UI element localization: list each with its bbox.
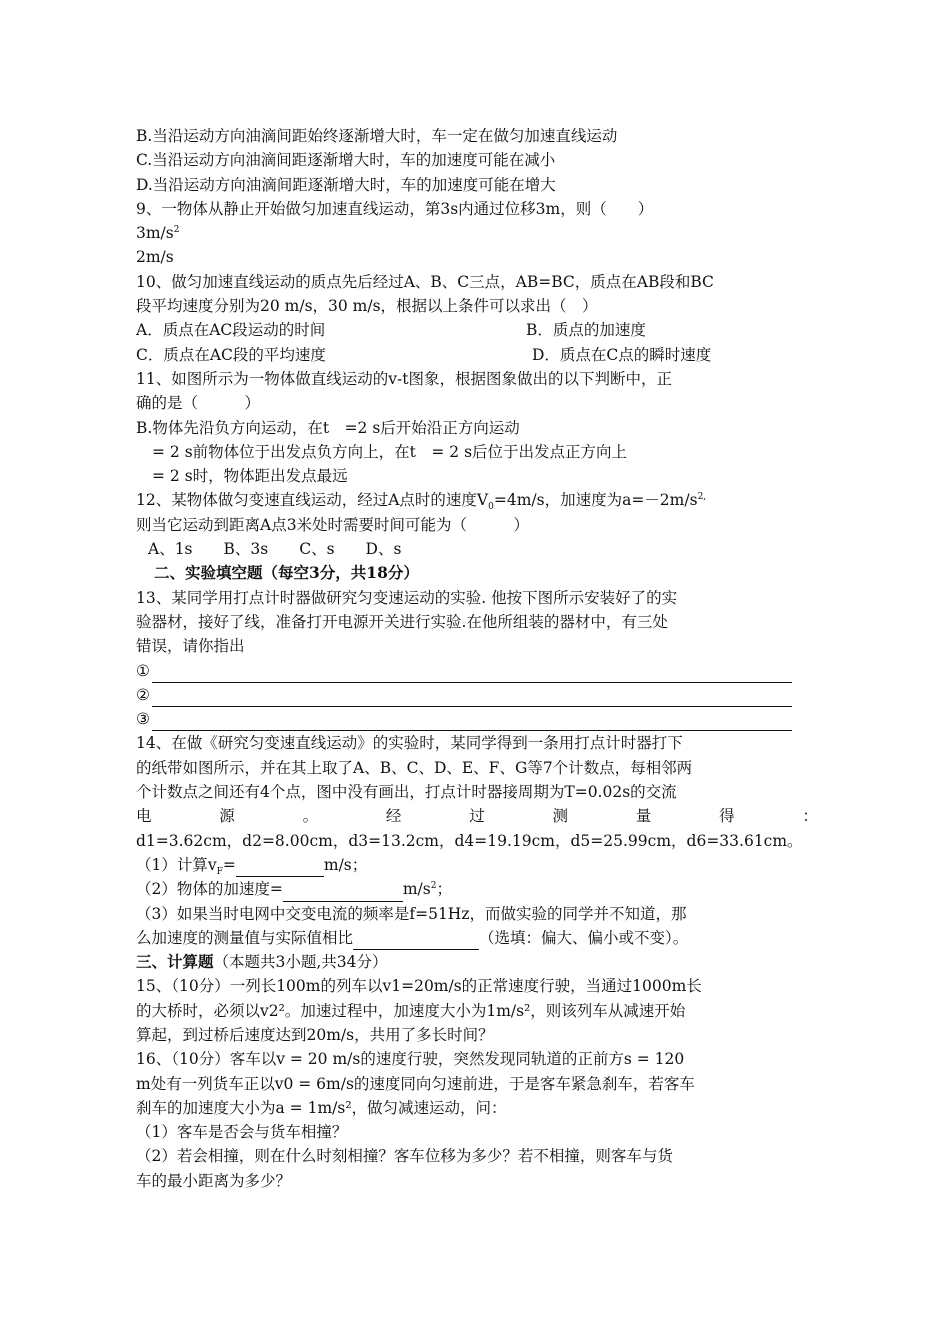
question-12-line-1: 12、某物体做匀变速直线运动，经过A点时的速度$V_0=4m/s$，加速度为$a=-2m/s^{2,}$ xyxy=(136,491,707,513)
question-14-line-3: 个计数点之间还有4个点，图中没有画出，打点计时器接周期为T=0.02s的交流 xyxy=(136,783,677,802)
question-10-line-1: 10、做匀加速直线运动的质点先后经过A、B、C三点，AB=BC，质点在AB段和BC xyxy=(136,272,714,291)
answer-blank-acceleration[interactable] xyxy=(283,885,403,902)
section-3-heading: 三、计算题（本题共3小题,共34分） xyxy=(136,952,388,972)
option-11b: B.物体先沿负方向运动，在t =2 s后开始沿正方向运动 xyxy=(136,418,520,437)
question-13-line-2: 验器材，接好了线，准备打开电源开关进行实验.在他所组装的器材中，有三处 xyxy=(136,612,668,631)
option-9-fragment-2: 2m/s xyxy=(136,248,174,267)
question-16-line-1: 16、（10分）客车以v = 20 m/s的速度行驶，突然发现同轨道的正前方s = 120 xyxy=(136,1050,685,1069)
option-8c: C.当沿运动方向油滴间距逐渐增大时，车的加速度可能在减小 xyxy=(136,151,556,170)
question-14-line-1: 14、在做《研究匀变速直线运动》的实验时，某同学得到一条用打点计时器打下 xyxy=(136,734,683,753)
answer-blank-2[interactable]: ② xyxy=(136,683,818,707)
question-11-line-1: 11、如图所示为一物体做直线运动的v-t图象，根据图象做出的以下判断中，正 xyxy=(136,369,672,388)
question-16-part-2-line-1: （2）若会相撞，则在什么时刻相撞？客车位移为多少？若不相撞，则客车与货 xyxy=(136,1147,673,1166)
option-10c: C．质点在AC段的平均速度 xyxy=(136,345,326,364)
question-14-part-3-line-2: 么加速度的测量值与实际值相比 （选填：偏大、偏小或不变）。 xyxy=(136,926,818,950)
answer-blank-1[interactable]: ① xyxy=(136,659,818,683)
section-2-heading: 二、实验填空题（每空3分，共18分） xyxy=(154,563,419,583)
answer-line xyxy=(152,666,792,683)
option-9-fragment-1: $3m/s^2$ xyxy=(136,224,180,243)
exam-page xyxy=(136,124,818,1193)
options-10-cd xyxy=(136,343,818,367)
answer-blank-3[interactable]: ③ xyxy=(136,707,818,731)
option-10d: D．质点在C点的瞬时速度 xyxy=(532,345,712,364)
measurement-values: d1=3.62cm，d2=8.00cm，d3=13.2cm，d4=19.19cm，d5=25.99cm，d6=33.61cm。 xyxy=(136,831,803,850)
question-14-part-1: （1）计算$v_F= m/s$； xyxy=(136,855,368,877)
question-13-line-1: 13、某同学用打点计时器做研究匀变速运动的实验. 他按下图所示安装好了的实 xyxy=(136,588,678,607)
option-10a: A．质点在AC段运动的时间 xyxy=(136,321,326,340)
question-15-line-1: 15、（10分）一列长100m的列车以v1=20m/s的正常速度行驶，当通过1000m长 xyxy=(136,977,702,996)
question-14-part-2: （2）物体的加速度= $m/s^2$； xyxy=(136,877,818,901)
question-14-part-3-line-1: （3）如果当时电网中交变电流的频率是f=51Hz，而做实验的同学并不知道，那 xyxy=(136,904,687,923)
option-10b: B．质点的加速度 xyxy=(526,321,646,340)
options-12: A、1s B、3s C、s D、s xyxy=(148,540,402,559)
question-15-line-2: 的大桥时，必须以v2²。加速过程中，加速度大小为1m/s²，则该列车从减速开始 xyxy=(136,1001,686,1020)
option-8b: B.当沿运动方向油滴间距始终逐渐增大时，车一定在做匀加速直线运动 xyxy=(136,127,618,145)
question-13-line-3: 错误，请你指出 xyxy=(136,637,245,656)
question-10-line-2: 段平均速度分别为20 m/s，30 m/s，根据以上条件可以求出（ ） xyxy=(136,297,598,316)
question-11-line-2: 确的是（ ） xyxy=(136,394,261,413)
answer-line xyxy=(152,690,792,707)
option-11-fragment-2: = 2 s时，物体距出发点最远 xyxy=(152,467,348,486)
question-16-line-2: m处有一列货车正以v0 = 6m/s的速度同向匀速前进，于是客车紧急刹车，若客车 xyxy=(136,1074,695,1093)
question-9: 9、一物体从静止开始做匀加速直线运动，第3s内通过位移3m，则（ ） xyxy=(136,199,654,218)
options-10-ab xyxy=(136,318,818,342)
answer-blank-comparison[interactable] xyxy=(353,933,479,950)
question-15-line-3: 算起，到过桥后速度达到20m/s，共用了多长时间？ xyxy=(136,1025,494,1044)
answer-blank-vf[interactable] xyxy=(236,860,324,877)
question-16-part-2-line-2: 车的最小距离为多少？ xyxy=(136,1171,292,1190)
question-16-part-1: （1）客车是否会与货车相撞？ xyxy=(136,1123,348,1142)
question-14-line-4: 电 源 。 经 过 测 量 得 ： xyxy=(136,807,818,826)
option-11-fragment-1: = 2 s前物体位于出发点负方向上，在t = 2 s后位于出发点正方向上 xyxy=(152,442,628,461)
option-8d: D.当沿运动方向油滴间距逐渐增大时，车的加速度可能在增大 xyxy=(136,175,556,194)
answer-line xyxy=(152,714,792,731)
question-16-line-3: 刹车的加速度大小为a = 1m/s²，做匀减速运动，问： xyxy=(136,1098,507,1117)
question-12-line-2: 则当它运动到距离A点3米处时需要时间可能为（ ） xyxy=(136,515,530,534)
question-14-line-2: 的纸带如图所示，并在其上取了A、B、C、D、E、F、G等7个计数点，每相邻两 xyxy=(136,758,693,777)
